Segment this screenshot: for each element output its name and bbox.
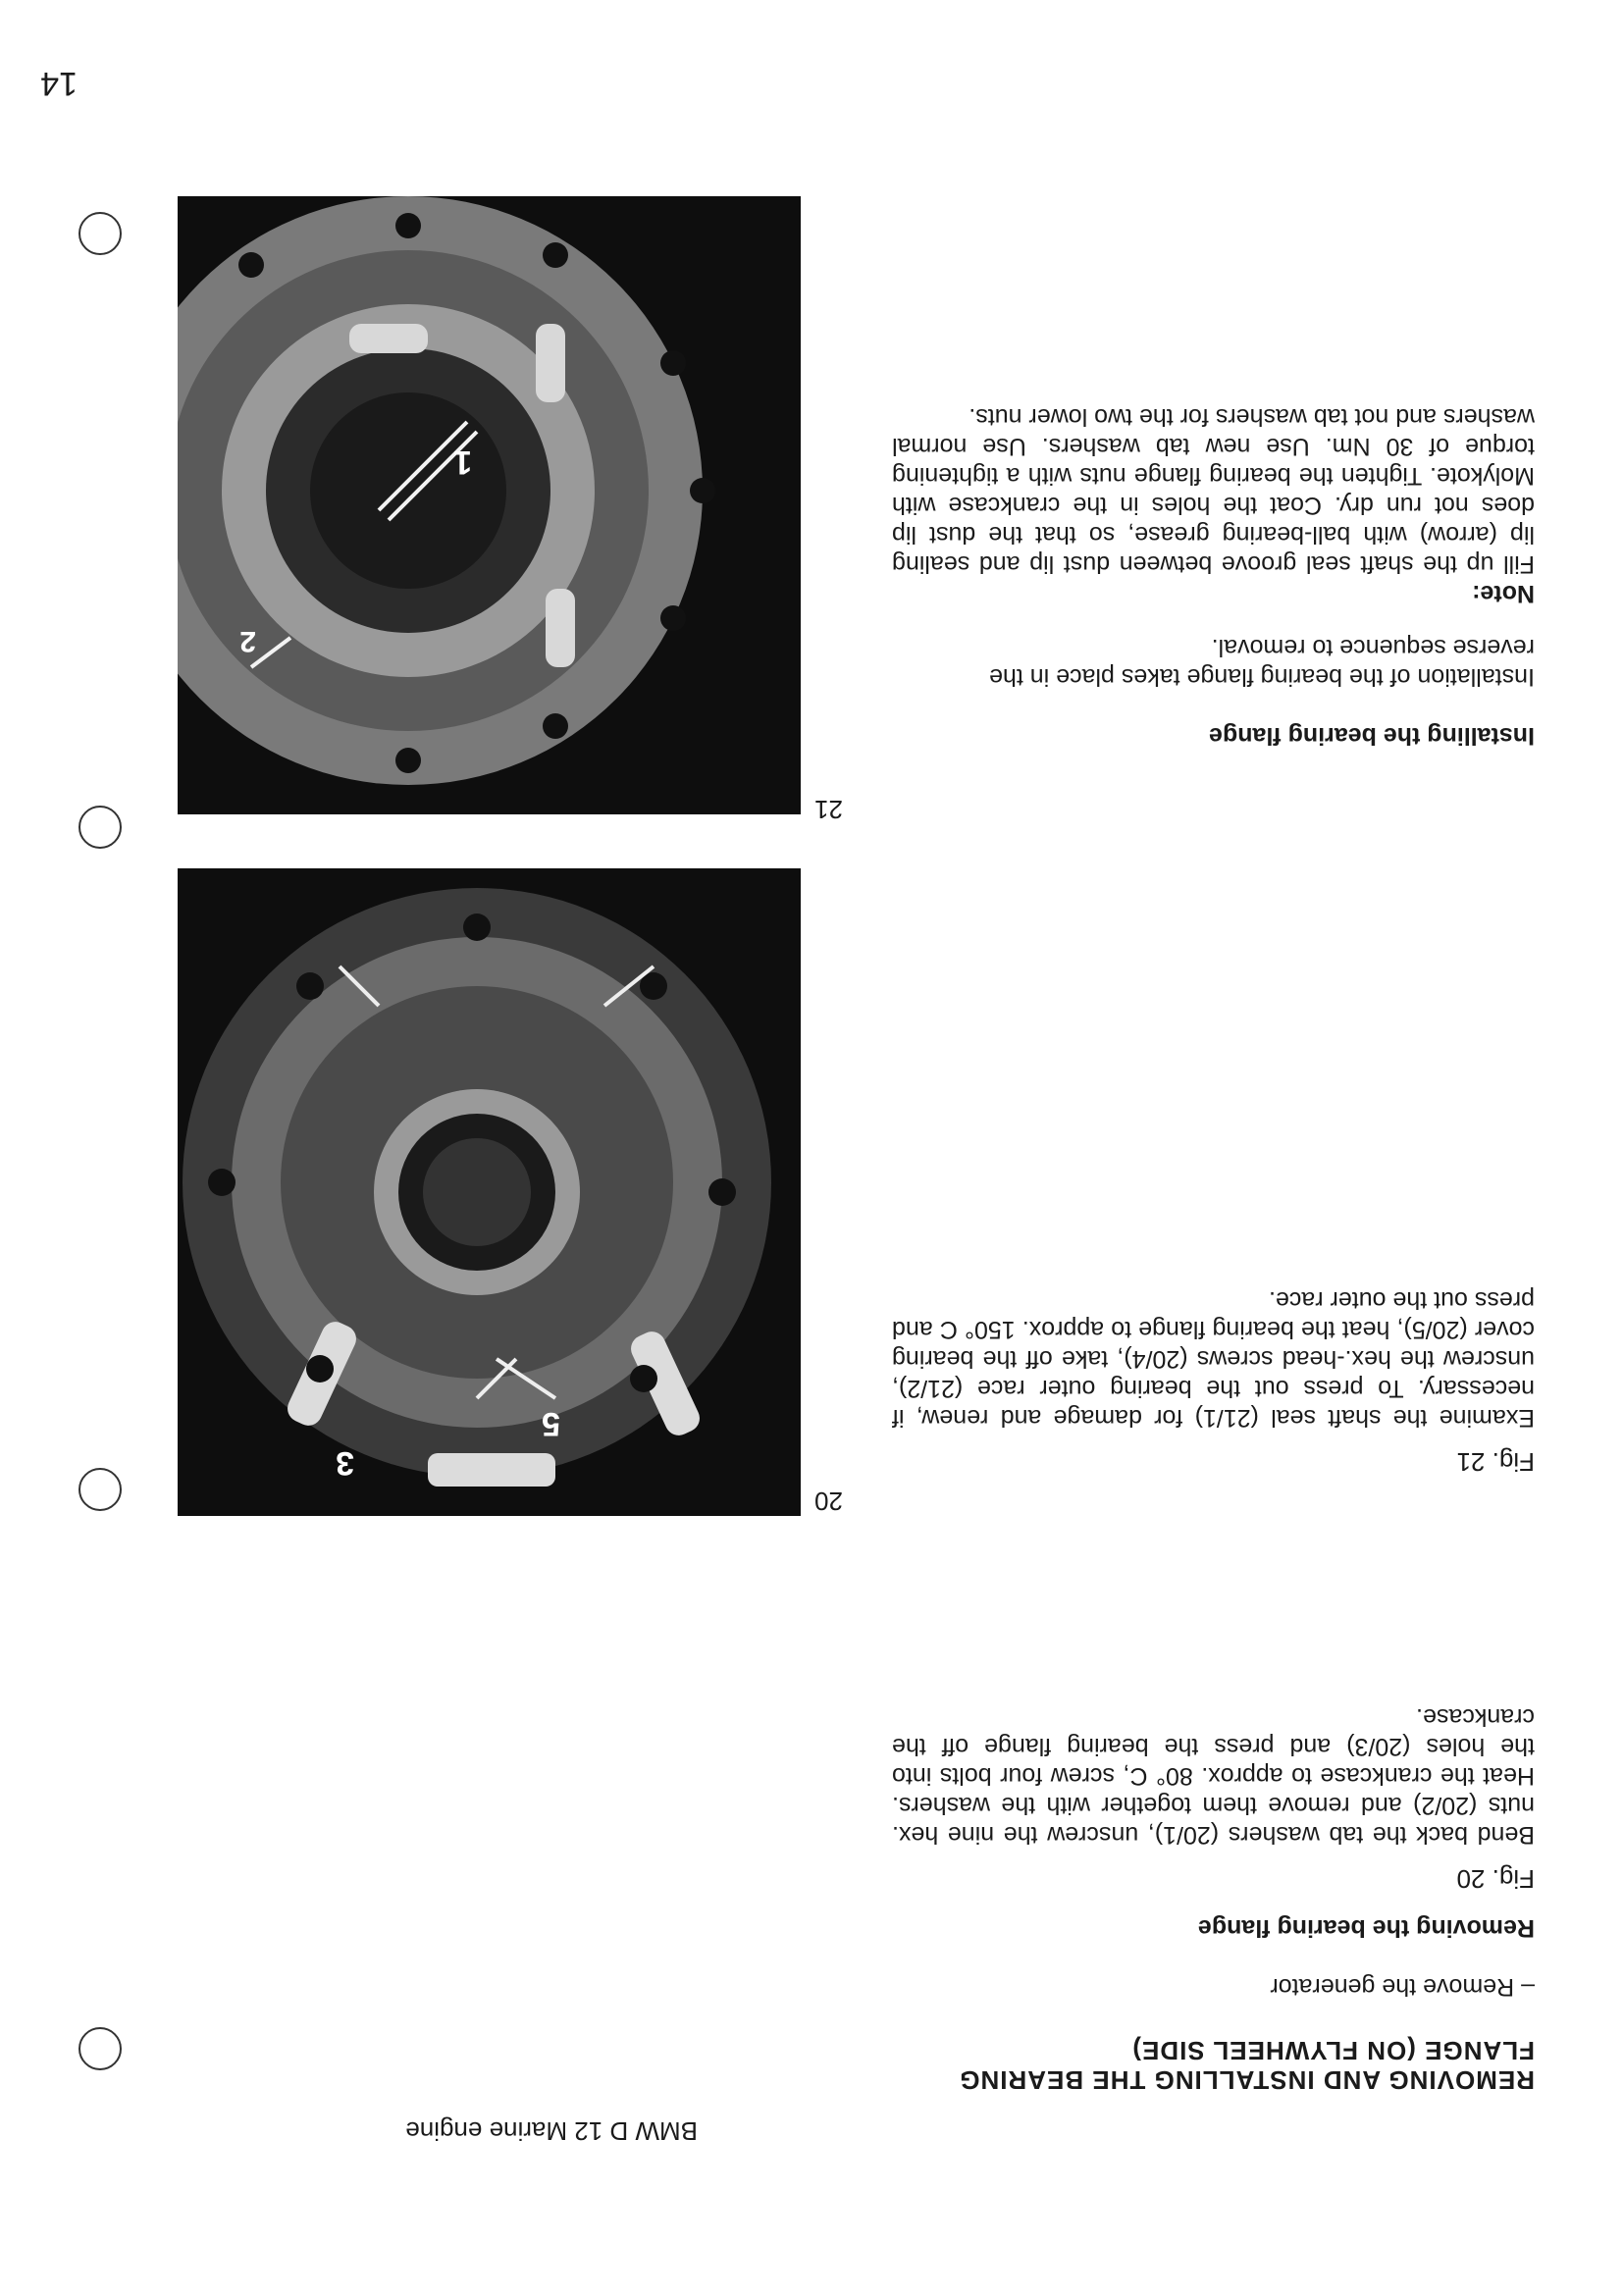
subheading-removing: Removing the bearing flange [1197,1914,1535,1942]
fig20-callout-5: 5 [542,1405,560,1442]
punch-hole-3 [79,806,122,849]
fig21-illustration [178,196,801,814]
fig21-callout-2: 2 [239,625,256,657]
step-remove-generator: – Remove the generator [1270,1973,1535,2001]
fig21-photo [178,196,801,814]
fig20-photo [178,868,801,1516]
section-heading [769,2036,1535,2095]
fig20-number: 20 [814,1487,843,1516]
note-label: Note: [1472,580,1535,607]
subheading-installing: Installing the bearing flange [1209,722,1535,750]
section-heading-line1: REMOVING AND INSTALLING THE BEARING [959,2065,1535,2095]
fig21-description: Examine the shaft seal (21/1) for damage and renew, if necessary. To press out the bearing outer race (21/2), unscrew the hex.-head screws (20/4), take off the bearing cover (20/5), heat the bearing flange to approx. 150° C and press out the outer race. [892,1286,1535,1432]
running-header: BMW D 12 Marine engine [405,2116,698,2146]
section-heading-line2: FLANGE (ON FLYWHEEL SIDE) [1131,2036,1535,2065]
fig20-label: Fig. 20 [1456,1864,1535,1894]
punch-hole-2 [79,1468,122,1511]
note-text: Fill up the shaft seal groove between dust lip and sealing lip (arrow) with ball-bearing grease, so that the dust lip does not run dry. Coat the holes in the crankcase with Molykote. Tighten the bearing flange nuts with a tightening torque of 30 Nm. Use new tab washers. Use normal washers and not tab washers for the two lower nuts. [892,403,1535,578]
fig20-callout-3: 3 [336,1444,354,1482]
fig21-callout-1: 1 [453,444,472,481]
punch-hole-1 [79,2027,122,2070]
punch-hole-4 [79,212,122,255]
fig20-illustration [178,868,801,1516]
fig21-label: Fig. 21 [1456,1447,1535,1477]
fig20-description: Bend back the tab washers (20/1), unscrew the nine hex. nuts (20/2) and remove them together with the washers. Heat the crankcase to approx. 80° C, screw four bolts into the holes (20/3) and press the bearing flange off the crankcase. [892,1703,1535,1849]
page-number: 14 [40,65,78,102]
installing-text: Installation of the bearing flange takes place in the reverse sequence to removal. [989,634,1535,691]
fig21-number: 21 [814,795,843,824]
